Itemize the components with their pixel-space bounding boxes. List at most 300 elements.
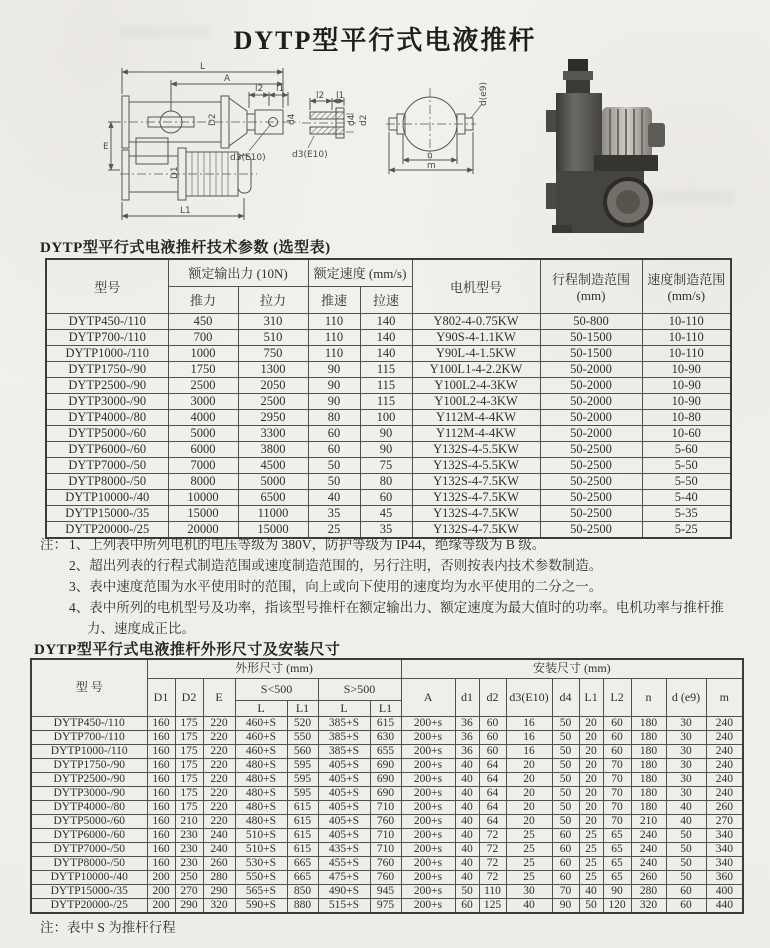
table-row [31, 814, 743, 828]
value-cell: 110 [308, 313, 360, 329]
value-cell: Y100L2-4-3KW [412, 393, 540, 409]
detail-label-l1: l1 [336, 91, 345, 101]
value-cell: 560 [287, 744, 318, 758]
value-cell: 590+S [235, 898, 287, 913]
value-cell: 10-60 [642, 425, 731, 441]
header-stroke-range-line2: (mm) [576, 287, 606, 303]
value-cell: 240 [706, 758, 743, 772]
model-cell: DYTP1000-/110 [31, 744, 147, 758]
value-cell: 10000 [168, 489, 238, 505]
header-d4: d4 [552, 678, 579, 716]
model-cell: DYTP1000-/110 [46, 345, 168, 361]
value-cell: 200+s [401, 744, 455, 758]
value-cell: 175 [175, 800, 203, 814]
value-cell: 50-2500 [540, 521, 642, 538]
value-cell: 90 [308, 361, 360, 377]
value-cell: 50 [455, 884, 479, 898]
value-cell: 25 [579, 870, 603, 884]
table-row [31, 716, 743, 730]
value-cell: Y100L1-4-2.2KW [412, 361, 540, 377]
header-L1-gt: L1 [370, 700, 401, 716]
value-cell: 60 [479, 716, 506, 730]
value-cell: 200+s [401, 870, 455, 884]
value-cell: 25 [579, 856, 603, 870]
value-cell: 160 [147, 772, 175, 786]
header-L2: L2 [603, 678, 631, 716]
value-cell: 690 [370, 758, 401, 772]
value-cell: 160 [147, 814, 175, 828]
table-row [31, 744, 743, 758]
table-row [31, 884, 743, 898]
header-pull-force: 拉力 [238, 286, 308, 313]
value-cell: 64 [479, 758, 506, 772]
value-cell: 230 [175, 842, 203, 856]
model-cell: DYTP10000-/40 [46, 489, 168, 505]
value-cell: 40 [455, 814, 479, 828]
value-cell: 220 [203, 730, 235, 744]
value-cell: 25 [506, 842, 552, 856]
table-row [46, 409, 731, 425]
value-cell: 160 [147, 730, 175, 744]
value-cell: 175 [175, 730, 203, 744]
value-cell: 310 [238, 313, 308, 329]
model-cell: DYTP5000-/60 [46, 425, 168, 441]
value-cell: 20 [506, 786, 552, 800]
model-cell: DYTP3000-/90 [31, 786, 147, 800]
value-cell: 175 [175, 716, 203, 730]
dims-table [30, 658, 744, 914]
dim-label-l2: l2 [255, 84, 264, 94]
value-cell: 200+s [401, 884, 455, 898]
header-d3-E10: d3(E10) [506, 678, 552, 716]
note-item-3: 3、表中速度范围为水平使用时的范围，向上或向下使用的速度均为水平使用的二分之一。 [69, 579, 603, 594]
value-cell: 665 [287, 856, 318, 870]
model-cell: DYTP4000-/80 [31, 800, 147, 814]
header-push-force: 推力 [168, 286, 238, 313]
end-label-n: n [427, 151, 433, 161]
value-cell: 260 [631, 870, 666, 884]
value-cell: 665 [287, 870, 318, 884]
model-cell: DYTP2500-/90 [31, 772, 147, 786]
value-cell: 40 [506, 898, 552, 913]
value-cell: 220 [203, 758, 235, 772]
value-cell: 65 [603, 870, 631, 884]
value-cell: 50-2500 [540, 505, 642, 521]
value-cell: 630 [370, 730, 401, 744]
value-cell: 405+S [318, 786, 370, 800]
value-cell: 550+S [235, 870, 287, 884]
value-cell: 20 [506, 758, 552, 772]
dim-label-L1: L1 [180, 206, 191, 216]
header-L1-lt: L1 [287, 700, 318, 716]
value-cell: 90 [308, 377, 360, 393]
value-cell: 1300 [238, 361, 308, 377]
value-cell: 405+S [318, 772, 370, 786]
value-cell: 10-90 [642, 393, 731, 409]
page-title: DYTP型平行式电液推杆 [233, 26, 537, 55]
value-cell: 200+s [401, 898, 455, 913]
value-cell: 140 [360, 345, 412, 361]
value-cell: 440 [706, 898, 743, 913]
value-cell: 240 [631, 856, 666, 870]
value-cell: 10-90 [642, 377, 731, 393]
model-cell: DYTP8000-/50 [31, 856, 147, 870]
table-row [46, 361, 731, 377]
value-cell: 290 [203, 884, 235, 898]
note-item-4: 4、表中所列的电机型号及功率，指该型号推杆在额定输出力、额定速度为最大值时的功率。电机功率与推杆推力、速度成正比。 [69, 600, 724, 636]
value-cell: 180 [631, 772, 666, 786]
header-model: 型号 [46, 259, 168, 313]
value-cell: Y132S-4-7.5KW [412, 505, 540, 521]
value-cell: 75 [360, 457, 412, 473]
value-cell: 710 [370, 828, 401, 842]
table-row [46, 345, 731, 361]
header-stroke-range [540, 259, 642, 313]
value-cell: 180 [631, 730, 666, 744]
table-row [31, 842, 743, 856]
table-row [46, 329, 731, 345]
value-cell: 25 [506, 870, 552, 884]
value-cell: 30 [666, 772, 706, 786]
value-cell: 20 [506, 800, 552, 814]
value-cell: 400 [706, 884, 743, 898]
value-cell: 975 [370, 898, 401, 913]
value-cell: 16 [506, 716, 552, 730]
dim-label-d3: d3(E10) [230, 153, 266, 163]
value-cell: 340 [706, 828, 743, 842]
value-cell: 180 [631, 800, 666, 814]
value-cell: 80 [360, 473, 412, 489]
value-cell: 5-35 [642, 505, 731, 521]
value-cell: 615 [370, 716, 401, 730]
value-cell: 50-2000 [540, 361, 642, 377]
value-cell: 50 [308, 473, 360, 489]
value-cell: 60 [603, 744, 631, 758]
value-cell: 110 [479, 884, 506, 898]
value-cell: 30 [506, 884, 552, 898]
value-cell: 10-90 [642, 361, 731, 377]
table-row [31, 800, 743, 814]
value-cell: Y132S-4-5.5KW [412, 457, 540, 473]
dims-table-header [31, 659, 743, 716]
value-cell: 50 [666, 828, 706, 842]
value-cell: 30 [666, 786, 706, 800]
model-cell: DYTP4000-/80 [46, 409, 168, 425]
value-cell: 200+s [401, 814, 455, 828]
value-cell: 45 [360, 505, 412, 521]
value-cell: 405+S [318, 814, 370, 828]
value-cell: 710 [370, 800, 401, 814]
value-cell: 7000 [168, 457, 238, 473]
value-cell: 200 [147, 870, 175, 884]
model-cell: DYTP15000-/35 [46, 505, 168, 521]
header-D2: D2 [175, 678, 203, 716]
value-cell: 50-800 [540, 313, 642, 329]
value-cell: 550 [287, 730, 318, 744]
value-cell: 30 [666, 716, 706, 730]
value-cell: 480+S [235, 786, 287, 800]
value-cell: 405+S [318, 800, 370, 814]
value-cell: Y132S-4-7.5KW [412, 473, 540, 489]
model-cell: DYTP20000-/25 [46, 521, 168, 538]
value-cell: 5-50 [642, 457, 731, 473]
value-cell: 36 [455, 716, 479, 730]
value-cell: 850 [287, 884, 318, 898]
value-cell: 460+S [235, 744, 287, 758]
value-cell: 60 [603, 716, 631, 730]
model-cell: DYTP450-/110 [31, 716, 147, 730]
value-cell: 70 [603, 814, 631, 828]
value-cell: 60 [552, 828, 579, 842]
value-cell: 175 [175, 772, 203, 786]
model-cell: DYTP700-/110 [46, 329, 168, 345]
table-row [46, 473, 731, 489]
model-cell: DYTP7000-/50 [31, 842, 147, 856]
value-cell: 50 [552, 730, 579, 744]
header-s-gt-500: S>500 [318, 678, 401, 700]
value-cell: 30 [666, 758, 706, 772]
value-cell: 240 [631, 828, 666, 842]
value-cell: 160 [147, 758, 175, 772]
value-cell: 750 [238, 345, 308, 361]
value-cell: 90 [360, 425, 412, 441]
model-cell: DYTP8000-/50 [46, 473, 168, 489]
params-table [45, 258, 732, 539]
value-cell: 70 [552, 884, 579, 898]
table-row [46, 425, 731, 441]
value-cell: 36 [455, 730, 479, 744]
value-cell: 40 [666, 800, 706, 814]
value-cell: 64 [479, 814, 506, 828]
value-cell: 50 [552, 716, 579, 730]
detail-label-l2: l2 [316, 91, 325, 101]
value-cell: 15000 [168, 505, 238, 521]
value-cell: 50 [552, 758, 579, 772]
value-cell: 100 [360, 409, 412, 425]
value-cell: 200+s [401, 716, 455, 730]
value-cell: 460+S [235, 716, 287, 730]
value-cell: 515+S [318, 898, 370, 913]
value-cell: 50 [552, 786, 579, 800]
value-cell: Y100L2-4-3KW [412, 377, 540, 393]
value-cell: 50 [666, 856, 706, 870]
table-row [46, 489, 731, 505]
value-cell: 280 [203, 870, 235, 884]
value-cell: 50-2500 [540, 473, 642, 489]
value-cell: 690 [370, 772, 401, 786]
header-push-speed: 推速 [308, 286, 360, 313]
value-cell: 175 [175, 758, 203, 772]
value-cell: 615 [287, 814, 318, 828]
value-cell: 480+S [235, 772, 287, 786]
value-cell: 3800 [238, 441, 308, 457]
value-cell: 200+s [401, 828, 455, 842]
value-cell: Y90S-4-1.1KW [412, 329, 540, 345]
value-cell: 50 [552, 772, 579, 786]
notes-block [40, 534, 746, 639]
value-cell: 50-2500 [540, 457, 642, 473]
value-cell: 340 [706, 856, 743, 870]
value-cell: 20 [579, 758, 603, 772]
value-cell: 385+S [318, 716, 370, 730]
table-row [31, 898, 743, 913]
value-cell: 2050 [238, 377, 308, 393]
value-cell: 655 [370, 744, 401, 758]
value-cell: 25 [579, 828, 603, 842]
header-speed-range-line1: 速度制造范围 [647, 271, 726, 287]
dim-label-A: A [224, 74, 231, 84]
value-cell: 240 [631, 842, 666, 856]
value-cell: 40 [455, 842, 479, 856]
header-speed-range-line2: (mm/s) [667, 287, 706, 303]
value-cell: 90 [308, 393, 360, 409]
value-cell: 72 [479, 870, 506, 884]
table-row [31, 786, 743, 800]
value-cell: 530+S [235, 856, 287, 870]
dim-label-D2: D2 [208, 113, 218, 126]
value-cell: 615 [287, 828, 318, 842]
dims-table-body [31, 716, 743, 913]
value-cell: 240 [203, 842, 235, 856]
table-row [31, 758, 743, 772]
value-cell: 60 [308, 441, 360, 457]
value-cell: 4000 [168, 409, 238, 425]
value-cell: 460+S [235, 730, 287, 744]
value-cell: 200+s [401, 772, 455, 786]
value-cell: 11000 [238, 505, 308, 521]
value-cell: 40 [455, 800, 479, 814]
value-cell: 40 [666, 814, 706, 828]
value-cell: 60 [603, 730, 631, 744]
table-row [31, 856, 743, 870]
value-cell: 2500 [168, 377, 238, 393]
header-d2: d2 [479, 678, 506, 716]
value-cell: 20 [506, 814, 552, 828]
value-cell: 160 [147, 800, 175, 814]
value-cell: 35 [360, 521, 412, 538]
value-cell: 615 [287, 842, 318, 856]
value-cell: 510 [238, 329, 308, 345]
value-cell: 700 [168, 329, 238, 345]
header-rated-output: 额定输出力 (10N) [168, 259, 308, 286]
value-cell: 260 [706, 800, 743, 814]
header-install-L1: L1 [579, 678, 603, 716]
value-cell: 10-80 [642, 409, 731, 425]
header-motor-model: 电机型号 [412, 259, 540, 313]
value-cell: 50 [579, 898, 603, 913]
table-row [46, 377, 731, 393]
value-cell: 240 [706, 786, 743, 800]
value-cell: 480+S [235, 758, 287, 772]
value-cell: 40 [579, 884, 603, 898]
value-cell: 115 [360, 377, 412, 393]
value-cell: 595 [287, 786, 318, 800]
value-cell: 72 [479, 856, 506, 870]
header-pull-speed: 拉速 [360, 286, 412, 313]
value-cell: 40 [455, 870, 479, 884]
value-cell: 120 [603, 898, 631, 913]
value-cell: 240 [203, 828, 235, 842]
table-row [46, 505, 731, 521]
value-cell: 595 [287, 772, 318, 786]
value-cell: 60 [666, 884, 706, 898]
table-row [46, 457, 731, 473]
value-cell: 60 [360, 489, 412, 505]
value-cell: 2500 [238, 393, 308, 409]
value-cell: 25 [506, 856, 552, 870]
value-cell: 760 [370, 814, 401, 828]
value-cell: 50-1500 [540, 345, 642, 361]
model-cell: DYTP7000-/50 [46, 457, 168, 473]
table-row [31, 772, 743, 786]
header-n: n [631, 678, 666, 716]
value-cell: 60 [552, 856, 579, 870]
value-cell: 70 [603, 758, 631, 772]
value-cell: 220 [203, 772, 235, 786]
value-cell: 110 [308, 329, 360, 345]
value-cell: 520 [287, 716, 318, 730]
value-cell: 480+S [235, 814, 287, 828]
value-cell: 200+s [401, 786, 455, 800]
value-cell: 175 [175, 744, 203, 758]
dim-label-D1: D1 [170, 166, 180, 179]
value-cell: 435+S [318, 842, 370, 856]
value-cell: 60 [308, 425, 360, 441]
value-cell: 6000 [168, 441, 238, 457]
value-cell: 20 [579, 744, 603, 758]
model-cell: DYTP1750-/90 [31, 758, 147, 772]
technical-drawing [92, 58, 532, 233]
value-cell: 50 [308, 457, 360, 473]
value-cell: 50 [552, 800, 579, 814]
value-cell: 270 [175, 884, 203, 898]
value-cell: 10-110 [642, 345, 731, 361]
value-cell: 510+S [235, 828, 287, 842]
header-E: E [203, 678, 235, 716]
header-outline-dims: 外形尺寸 (mm) [147, 659, 401, 678]
header-L-gt: L [318, 700, 370, 716]
model-cell: DYTP15000-/35 [31, 884, 147, 898]
value-cell: 50-2000 [540, 393, 642, 409]
value-cell: 200+s [401, 856, 455, 870]
value-cell: 250 [175, 870, 203, 884]
value-cell: 20 [579, 800, 603, 814]
value-cell: 5000 [238, 473, 308, 489]
value-cell: 30 [666, 730, 706, 744]
value-cell: 20 [579, 716, 603, 730]
value-cell: 50-2500 [540, 441, 642, 457]
value-cell: 125 [479, 898, 506, 913]
value-cell: 72 [479, 828, 506, 842]
value-cell: 5-60 [642, 441, 731, 457]
value-cell: 10-110 [642, 329, 731, 345]
value-cell: Y112M-4-4KW [412, 425, 540, 441]
header-d1: d1 [455, 678, 479, 716]
value-cell: 220 [203, 716, 235, 730]
dims-table-caption: DYTP型平行式电液推杆外形尺寸及安装尺寸 [34, 642, 341, 658]
value-cell: 5000 [168, 425, 238, 441]
value-cell: 50 [552, 814, 579, 828]
value-cell: 510+S [235, 842, 287, 856]
header-s-lt-500: S<500 [235, 678, 318, 700]
value-cell: 260 [203, 856, 235, 870]
table-row [31, 730, 743, 744]
header-D1: D1 [147, 678, 175, 716]
value-cell: 60 [479, 730, 506, 744]
value-cell: 70 [603, 800, 631, 814]
value-cell: 20 [506, 772, 552, 786]
value-cell: 270 [706, 814, 743, 828]
